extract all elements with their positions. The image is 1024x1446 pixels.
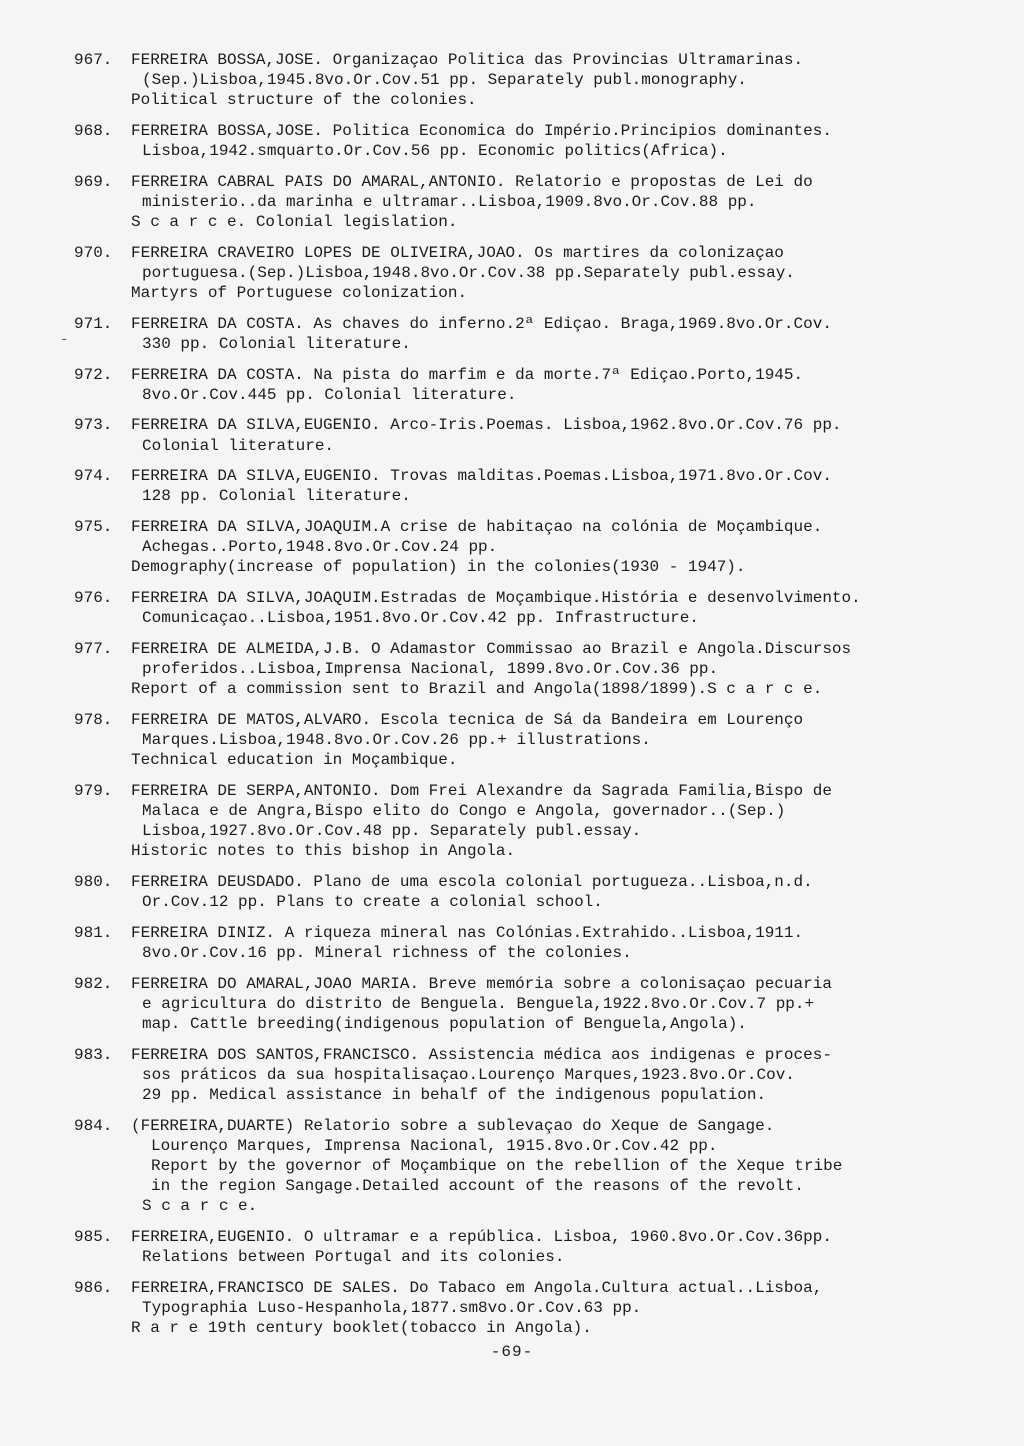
entry-text — [131, 1227, 974, 1267]
entry-heading-line: FERREIRA DA SILVA,JOAQUIM.A crise de habitaçao na colónia de Moçambique. — [131, 517, 823, 536]
entry-description-line: Relations between Portugal and its colonies. — [142, 1248, 565, 1267]
entry-number: 970. — [74, 243, 113, 262]
entry-number: 968. — [74, 122, 113, 140]
entry-description-line: 8vo.Or.Cov.445 pp. Colonial literature. — [142, 385, 517, 404]
entry-text — [131, 172, 974, 233]
entry-heading-line: FERREIRA DE ALMEIDA,J.B. O Adamastor Commissao ao Brazil e Angola.Discursos — [131, 639, 852, 658]
entry-text — [131, 243, 974, 304]
entry-description-line: Political structure of the colonies. — [131, 91, 477, 110]
entry-heading-line: FERREIRA DE SERPA,ANTONIO. Dom Frei Alexandre da Sagrada Familia,Bispo de — [131, 781, 832, 800]
entry-description-line: ministerio..da marinha e ultramar..Lisboa,1909.8vo.Or.Cov.88 pp. — [142, 193, 757, 211]
entry-number: 974. — [74, 467, 113, 486]
entry-description-line: Report by the governor of Moçambique on the rebellion of the Xeque tribe — [151, 1156, 843, 1175]
entry-number: 972. — [74, 365, 113, 384]
entry-number: 981. — [74, 923, 113, 942]
entry-text — [131, 1278, 974, 1339]
catalogue-entry — [74, 314, 974, 354]
entry-heading-line: FERREIRA CABRAL PAIS DO AMARAL,ANTONIO. Relatorio e propostas de Lei do — [131, 172, 813, 191]
entry-number: 977. — [74, 639, 113, 658]
catalogue-entry — [74, 121, 974, 161]
entry-list — [74, 50, 974, 1349]
entry-heading-line: FERREIRA DA SILVA,EUGENIO. Trovas malditas.Poemas.Lisboa,1971.8vo.Or.Cov. — [131, 467, 832, 486]
entry-description-line: Achegas..Porto,1948.8vo.Or.Cov.24 pp. — [142, 538, 498, 557]
entry-heading-line: FERREIRA,EUGENIO. O ultramar e a república. Lisboa, 1960.8vo.Or.Cov.36pp. — [131, 1227, 832, 1246]
entry-number: 975. — [74, 517, 113, 536]
entry-description-line: Report of a commission sent to Brazil and Angola(1898/1899).S c a r c e. — [131, 680, 823, 699]
entry-heading-line: FERREIRA DA SILVA,JOAQUIM.Estradas de Moçambique.História e desenvolvimento. — [131, 588, 861, 607]
catalogue-entry — [74, 639, 974, 700]
entry-heading-line: FERREIRA DEUSDADO. Plano de uma escola colonial portugueza..Lisboa,n.d. — [131, 872, 813, 891]
entry-heading-line: FERREIRA BOSSA,JOSE. Organizaçao Politica das Provincias Ultramarinas. — [131, 51, 804, 69]
entry-heading-line: FERREIRA CRAVEIRO LOPES DE OLIVEIRA,JOAO. Os martires da colonizaçao — [131, 243, 784, 262]
entry-description-line: 8vo.Or.Cov.16 pp. Mineral richness of the colonies. — [142, 943, 632, 962]
entry-description-line: Malaca e de Angra,Bispo elito do Congo e Angola, governador..(Sep.) — [142, 801, 786, 820]
entry-description-line: sos práticos da sua hospitalisaçao.Lourenço Marques,1923.8vo.Or.Cov. — [142, 1065, 795, 1084]
entry-heading-line: (FERREIRA,DUARTE) Relatorio sobre a sublevaçao do Xeque de Sangage. — [131, 1116, 775, 1135]
entry-description-line: Technical education in Moçambique. — [131, 751, 458, 770]
catalogue-entry — [74, 872, 974, 912]
catalogue-entry — [74, 1278, 974, 1339]
catalogue-entry — [74, 923, 974, 963]
entry-heading-line: FERREIRA DA SILVA,EUGENIO. Arco-Iris.Poemas. Lisboa,1962.8vo.Or.Cov.76 pp. — [131, 416, 842, 435]
entry-description-line: proferidos..Lisboa,Imprensa Nacional, 1899.8vo.Or.Cov.36 pp. — [142, 659, 719, 678]
entry-text — [131, 872, 974, 912]
margin-mark: - — [60, 332, 69, 348]
catalogue-entry — [74, 365, 974, 405]
entry-number: 969. — [74, 172, 113, 191]
entry-text — [131, 588, 974, 628]
entry-number: 984. — [74, 1116, 113, 1135]
catalogue-entry — [74, 466, 974, 506]
entry-number: 986. — [74, 1278, 113, 1297]
catalogue-entry — [74, 415, 974, 455]
entry-description-line: Marques.Lisboa,1948.8vo.Or.Cov.26 pp.+ illustrations. — [142, 730, 651, 749]
entry-heading-line: FERREIRA BOSSA,JOSE. Politica Economica do Império.Principios dominantes. — [131, 122, 832, 140]
entry-description-line: Demography(increase of population) in the colonies(1930 - 1947). — [131, 558, 746, 577]
entry-description-line: e agricultura do distrito de Benguela. Benguela,1922.8vo.Or.Cov.7 pp.+ — [142, 994, 815, 1013]
entry-number: 985. — [74, 1227, 113, 1246]
entry-description-line: portuguesa.(Sep.)Lisboa,1948.8vo.Or.Cov.38 pp.Separately publ.essay. — [142, 264, 795, 282]
entry-text — [131, 1045, 974, 1106]
entry-description-line: Lisboa,1927.8vo.Or.Cov.48 pp. Separately publ.essay. — [142, 822, 642, 841]
entry-text — [131, 710, 974, 771]
entry-heading-line: FERREIRA DOS SANTOS,FRANCISCO. Assistencia médica aos indigenas e proces- — [131, 1045, 832, 1064]
entry-description-line: in the region Sangage.Detailed account of the reasons of the revolt. — [151, 1177, 804, 1196]
catalogue-entry — [74, 974, 974, 1035]
entry-text — [131, 781, 974, 862]
entry-text — [131, 466, 974, 506]
entry-text — [131, 639, 974, 700]
entry-number: 983. — [74, 1045, 113, 1064]
entry-heading-line: FERREIRA DE MATOS,ALVARO. Escola tecnica de Sá da Bandeira em Lourenço — [131, 710, 804, 729]
entry-number: 976. — [74, 588, 113, 607]
entry-number: 979. — [74, 781, 113, 800]
entry-description-line: 29 pp. Medical assistance in behalf of the indigenous population. — [142, 1085, 767, 1104]
entry-text — [131, 923, 974, 963]
entry-description-line: Or.Cov.12 pp. Plans to create a colonial school. — [142, 893, 603, 912]
catalogue-entry — [74, 517, 974, 578]
entry-number: 980. — [74, 872, 113, 891]
entry-text — [131, 517, 974, 578]
catalogue-entry — [74, 50, 974, 111]
entry-description-line: Colonial literature. — [142, 436, 335, 455]
entry-description-line: Historic notes to this bishop in Angola. — [131, 842, 516, 861]
entry-heading-line: FERREIRA DO AMARAL,JOAO MARIA. Breve memória sobre a colonisaçao pecuaria — [131, 974, 832, 993]
entry-description-line: S c a r c e. — [142, 1197, 258, 1216]
entry-text — [131, 974, 974, 1035]
entry-description-line: Typographia Luso-Hespanhola,1877.sm8vo.Or.Cov.63 pp. — [142, 1298, 642, 1317]
page-number: -69- — [490, 1343, 534, 1361]
entry-heading-line: FERREIRA DA COSTA. As chaves do inferno.2ª Ediçao. Braga,1969.8vo.Or.Cov. — [131, 314, 832, 333]
catalogue-entry — [74, 172, 974, 233]
entry-number: 971. — [74, 314, 113, 333]
catalogue-entry — [74, 710, 974, 771]
entry-text — [131, 121, 974, 161]
entry-description-line: 330 pp. Colonial literature. — [142, 335, 411, 353]
catalogue-entry — [74, 1116, 974, 1217]
entry-number: 967. — [74, 51, 113, 69]
entry-description-line: R a r e 19th century booklet(tobacco in Angola). — [131, 1319, 592, 1338]
entry-number: 978. — [74, 710, 113, 729]
catalogue-entry — [74, 1045, 974, 1106]
entry-number: 982. — [74, 974, 113, 993]
entry-description-line: 128 pp. Colonial literature. — [142, 487, 411, 506]
catalogue-entry — [74, 588, 974, 628]
entry-description-line: Lourenço Marques, Imprensa Nacional, 1915.8vo.Or.Cov.42 pp. — [151, 1136, 718, 1155]
entry-text — [131, 50, 974, 111]
entry-description-line: Lisboa,1942.smquarto.Or.Cov.56 pp. Economic politics(Africa). — [142, 142, 728, 161]
catalogue-entry — [74, 1227, 974, 1267]
entry-description-line: map. Cattle breeding(indigenous population of Benguela,Angola). — [142, 1014, 747, 1033]
entry-description-line: Comunicaçao..Lisboa,1951.8vo.Or.Cov.42 pp. Infrastructure. — [142, 609, 699, 628]
entry-description-line: Martyrs of Portuguese colonization. — [131, 284, 468, 303]
entry-heading-line: FERREIRA,FRANCISCO DE SALES. Do Tabaco em Angola.Cultura actual..Lisboa, — [131, 1278, 823, 1297]
entry-heading-line: FERREIRA DINIZ. A riqueza mineral nas Colónias.Extrahido..Lisboa,1911. — [131, 923, 804, 942]
entry-number: 973. — [74, 416, 113, 435]
entry-text — [131, 365, 974, 405]
entry-text — [131, 314, 974, 354]
entry-text — [131, 415, 974, 455]
catalogue-entry — [74, 243, 974, 304]
entry-heading-line: FERREIRA DA COSTA. Na pista do marfim e da morte.7ª Ediçao.Porto,1945. — [131, 365, 804, 384]
entry-description-line: (Sep.)Lisboa,1945.8vo.Or.Cov.51 pp. Separately publ.monography. — [142, 71, 747, 90]
catalogue-entry — [74, 781, 974, 862]
entry-text — [131, 1116, 974, 1217]
entry-description-line: S c a r c e. Colonial legislation. — [131, 213, 458, 232]
